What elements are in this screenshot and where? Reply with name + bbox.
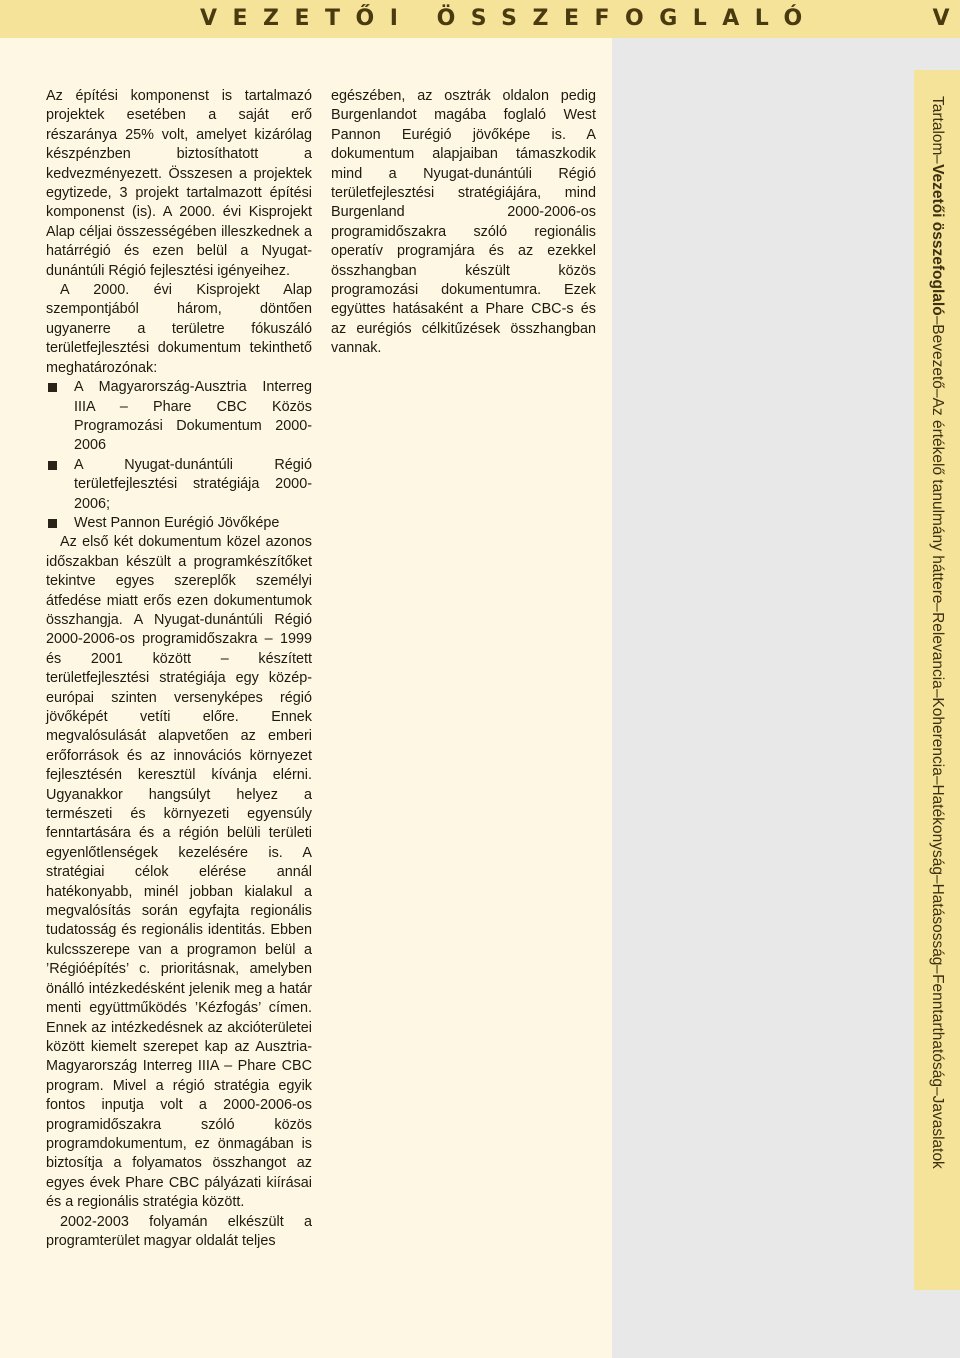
sidebar-nav-item[interactable]: Fenntarthatóság [929, 974, 946, 1087]
right-margin [612, 38, 960, 1358]
nav-separator: – [929, 1086, 946, 1096]
sidebar-nav [922, 96, 952, 1256]
list-item: West Pannon Eurégió Jövőképe [46, 514, 312, 533]
nav-separator: – [929, 775, 946, 785]
square-bullet-icon [48, 383, 57, 392]
sidebar-nav-item[interactable]: Hatékonyság [929, 784, 946, 875]
nav-separator: – [929, 315, 946, 325]
section-label: V [932, 6, 950, 31]
nav-separator: – [929, 155, 946, 165]
sidebar-nav-item[interactable]: Vezetői összefoglaló [929, 164, 946, 316]
text-column-right [331, 87, 596, 359]
paragraph-strategy: Az első két dokumentum közel azonos időszakban készült a programkészítőket tekintve egyes szereplők személyi átfedése miatt erős ezen dokumentumok összhangja. A Nyugat-dunántúli Régió 2000-2006-os programidőszakra – 1999 és 2001 között – készített területfejlesztési stratégiája egy közép-európai szinten versenyképes régió jövőképét vetíti előre. Ennek megvalósulását alapvetően az emberi erőforrások és az innovációs környezet fejlesztésén keresztül kívánja elérni. Ugyanakkor hangsúlyt helyez a természeti és környezeti egyensúly fenntartására és a régión belüli területi egyenlőtlenségek kezelésére is. A stratégiai célok elérése annál hatékonyabb, minél jobban kialakul a megvalósítás során egyfajta regionális tudatosság és regionális identitás. Ebben kulcsszerepe van a programon belül a ’Régióépítés’ c. prioritásnak, amelyben önálló intézkedésként jelenik meg a határ menti együttműködés ’Kézfogás’ címen. Ennek az intézkedésnek az akcióterületei között kiemelt szerepet kap az Ausztria-Magyarország Interreg IIIA – Phare CBC program. Mivel a régió stratégia egyik fontos inputja volt a 2000-2006-os programidőszakra szóló közös programdokumentum, ez önmagában is biztosítja a folyamatos összhangot az egyes évek Phare CBC pályázati kiírásai és a regionális stratégia között. [46, 534, 312, 1211]
nav-separator: – [929, 965, 946, 975]
paragraph-euregio-continued: egészében, az osztrák oldalon pedig Burgenlandot magába foglaló West Pannon Eurégió jövőképe is. A dokumentum alapjaiban támaszkodik mind a Nyugat-dunántúli Régió területfejlesztési stratégiájára, mind Burgenland 2000-2006-os programidőszakra szóló regionális operatív programjára és az ezekkel összhangban készült közös programozási dokumentumra. Ezek együttes hatásaként a Phare CBC-s és az eurégiós célkitűzések összhangban vannak. [331, 88, 596, 357]
nav-separator: – [929, 388, 946, 398]
sidebar-nav-item[interactable]: Az értékelő tanulmány háttere [929, 397, 946, 604]
sidebar-nav-item[interactable]: Relevancia [929, 612, 946, 689]
list-item: A Magyarország-Ausztria Interreg IIIA – Phare CBC Közös Programozási Dokumentum 2000-2006 [46, 378, 312, 456]
nav-separator: – [929, 688, 946, 698]
document-list [46, 378, 312, 533]
square-bullet-icon [48, 519, 57, 528]
sidebar-nav-item[interactable]: Bevezető [929, 324, 946, 389]
square-bullet-icon [48, 461, 57, 470]
paragraph-euregio: 2002-2003 folyamán elkészült a programterület magyar oldalát teljes [46, 1213, 312, 1249]
sidebar-nav-item[interactable]: Tartalom [929, 96, 946, 156]
list-item: A Nyugat-dunántúli Régió területfejlesztési stratégiája 2000-2006; [46, 456, 312, 514]
page-title: VEZETŐI ÖSSZEFOGLALÓ [200, 6, 818, 31]
sidebar-nav-item[interactable]: Hatásosság [929, 883, 946, 966]
paragraph-intro: Az építési komponenst is tartalmazó projektek esetében a saját erő részaránya 25% volt, amelyet kizárólag készpénzben biztosíthatott a kedvezményezett. Összesen a projektek egytizede, 3 projekt tartalmazott építési komponenst (is). A 2000. évi Kisprojekt Alap céljai összességében illeszkednek a határrégió és ezen belül a Nyugat-dunántúli Régió fejlesztési igényeihez. [46, 88, 312, 279]
sidebar-nav-item[interactable]: Koherencia [929, 697, 946, 776]
nav-separator: – [929, 874, 946, 884]
sidebar-nav-item[interactable]: Javaslatok [929, 1095, 946, 1169]
nav-separator: – [929, 603, 946, 613]
text-column-left [46, 87, 312, 1251]
paragraph-documents: A 2000. évi Kisprojekt Alap szempontjából három, döntően ugyanerre a területre fókuszáló területfejlesztési dokumentum tekinthető meghatározónak: [46, 282, 312, 376]
header-bar [0, 0, 960, 38]
